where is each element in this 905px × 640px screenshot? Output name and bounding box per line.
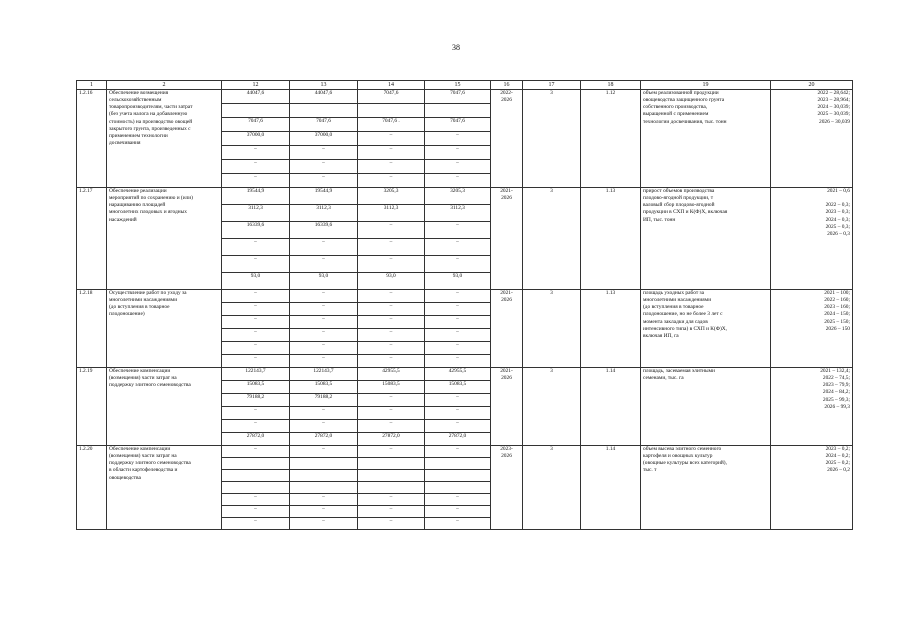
header-cell: 17 xyxy=(523,81,581,90)
funding-value: – xyxy=(358,518,425,530)
indicator-values: 2021 – 132,4; 2022 – 74,5; 2023 – 79,9; 2024 – 84,2; 2025 – 99,3; 2026 – 99,3 xyxy=(771,368,853,446)
funding-value: 3205,3 xyxy=(358,188,425,205)
funding-value: 3205,3 xyxy=(425,188,491,205)
funding-value xyxy=(358,458,425,470)
funding-value: 7047,6 xyxy=(425,90,491,104)
funding-value: – xyxy=(290,256,358,273)
funding-value xyxy=(222,458,290,470)
funding-value: – xyxy=(425,132,491,146)
funding-value: – xyxy=(290,329,358,342)
table-row xyxy=(77,290,853,303)
funding-value: – xyxy=(358,256,425,273)
column-17-value: 3 xyxy=(523,90,581,188)
header-cell: 1 xyxy=(77,81,107,90)
period-years: 2021- 2026 xyxy=(491,368,523,446)
funding-value: – xyxy=(425,290,491,303)
period-years: 2021- 2026 xyxy=(491,188,523,290)
funding-value: 7047,6 . xyxy=(358,118,425,132)
funding-value: – xyxy=(222,355,290,368)
header-cell: 19 xyxy=(641,81,771,90)
funding-value: – xyxy=(425,303,491,316)
measure-name: Обеспечение компенсации (возмещения) части затрат на поддержку элитного семеноводства xyxy=(107,368,222,446)
header-cell: 20 xyxy=(771,81,853,90)
funding-value: – xyxy=(358,303,425,316)
funding-value: – xyxy=(425,407,491,420)
funding-value xyxy=(290,482,358,494)
funding-value: – xyxy=(222,506,290,518)
funding-value: 37000,0 xyxy=(290,132,358,146)
funding-value: – xyxy=(290,342,358,355)
funding-value: – xyxy=(425,329,491,342)
funding-value: – xyxy=(222,329,290,342)
funding-value: – xyxy=(425,239,491,256)
indicator-number: 1.14 xyxy=(581,446,641,530)
indicator-description: объем реализованной продукции овощеводства защищенного грунта собственного производства, выращенной с применением технологии досвечивания, тыс. тонн xyxy=(641,90,771,188)
indicator-values: 2021 – 100; 2022 – 160; 2023 – 160; 2024 – 150; 2025 – 150; 2026 – 150 xyxy=(771,290,853,368)
funding-value: – xyxy=(358,420,425,433)
funding-value: – xyxy=(358,160,425,174)
indicator-description: площадь уходных работ за многолетними насаждениями (до вступления в товарное плодоношение, но не более 3 лет с момента закладки для садов интенсивного типа) в СХП и К(Ф)Х, включая ИП, га xyxy=(641,290,771,368)
funding-value: 7047,6 xyxy=(222,118,290,132)
funding-value: 15083,5 xyxy=(222,381,290,394)
funding-value: – xyxy=(425,222,491,239)
funding-value: – xyxy=(222,303,290,316)
funding-value: – xyxy=(425,506,491,518)
funding-value xyxy=(425,482,491,494)
indicator-description: объем высева элитного семенного картофеля и овощных культур (овощные культуры всех категорий), тыс. т xyxy=(641,446,771,530)
page-number: 38 xyxy=(452,43,460,52)
measure-name: Обеспечение компенсации (возмещения) части затрат на поддержку элитного семеноводства в области картофелеводства и овощеводства xyxy=(107,446,222,530)
funding-value: – xyxy=(425,446,491,458)
funding-value: – xyxy=(358,446,425,458)
funding-value: – xyxy=(358,132,425,146)
period-years: 2022- 2026 xyxy=(491,90,523,188)
funding-value: – xyxy=(222,446,290,458)
funding-value: – xyxy=(358,394,425,407)
measure-code: 1.2.16 xyxy=(77,90,107,188)
funding-value: – xyxy=(290,420,358,433)
table-row xyxy=(77,446,853,458)
funding-value xyxy=(425,458,491,470)
funding-value: 7047,6 xyxy=(358,90,425,104)
funding-value xyxy=(290,458,358,470)
funding-value: – xyxy=(222,146,290,160)
funding-value: – xyxy=(425,316,491,329)
funding-value: – xyxy=(358,239,425,256)
funding-value: 3112,3 xyxy=(425,205,491,222)
funding-value: – xyxy=(290,355,358,368)
funding-value: – xyxy=(358,342,425,355)
funding-value: 44047,6 xyxy=(290,90,358,104)
table-row xyxy=(77,90,853,104)
funding-value: 27872,0 xyxy=(358,433,425,446)
funding-value: – xyxy=(222,518,290,530)
column-17-value: 3 xyxy=(523,446,581,530)
funding-value: 15083,5 xyxy=(425,381,491,394)
funding-value: 3112,3 xyxy=(222,205,290,222)
funding-value: 27872,0 xyxy=(222,433,290,446)
funding-value xyxy=(425,470,491,482)
funding-value: 42955,5 xyxy=(358,368,425,381)
funding-value: – xyxy=(290,407,358,420)
indicator-description: площадь, засеваемая элитными семенами, тыс. га xyxy=(641,368,771,446)
header-cell: 15 xyxy=(425,81,491,90)
measure-name: Обеспечение реализации мероприятий по сохранению и (или) наращиванию площадей многолетних плодовых и ягодных насаждений xyxy=(107,188,222,290)
funding-value xyxy=(425,104,491,118)
funding-value: – xyxy=(425,494,491,506)
funding-value: – xyxy=(425,342,491,355)
table-row xyxy=(77,368,853,381)
indicator-number: 1.13 xyxy=(581,188,641,290)
funding-value: 79188,2 xyxy=(290,394,358,407)
funding-value: – xyxy=(425,394,491,407)
funding-value: 93,0 xyxy=(222,273,290,290)
funding-value: – xyxy=(222,316,290,329)
funding-value: – xyxy=(425,256,491,273)
funding-value: 27872,0 xyxy=(425,433,491,446)
funding-value: – xyxy=(290,518,358,530)
indicator-number: 1.13 xyxy=(581,290,641,368)
funding-value: – xyxy=(290,494,358,506)
measure-code: 1.2.19 xyxy=(77,368,107,446)
funding-value: – xyxy=(358,174,425,188)
funding-value xyxy=(290,104,358,118)
funding-value: 42955,5 xyxy=(425,368,491,381)
funding-value: – xyxy=(290,316,358,329)
indicator-description: прирост объемов производства плодово-ягодной продукции, т валовый сбор плодово-ягодной продукции в СХП и К(Ф)Х, включая ИП, тыс. тонн xyxy=(641,188,771,290)
funding-value: – xyxy=(222,239,290,256)
column-17-value: 3 xyxy=(523,368,581,446)
funding-value xyxy=(222,470,290,482)
funding-value: 44047,6 xyxy=(222,90,290,104)
funding-value: – xyxy=(358,316,425,329)
funding-value: – xyxy=(290,446,358,458)
funding-value: 93,0 xyxy=(425,273,491,290)
funding-value: 16339,6 xyxy=(290,222,358,239)
header-cell: 14 xyxy=(358,81,425,90)
funding-value: 3112,3 xyxy=(358,205,425,222)
header-row xyxy=(77,81,853,90)
funding-value: 79188,2 xyxy=(222,394,290,407)
funding-value: – xyxy=(222,290,290,303)
measure-name: Осуществление работ по уходу за многолетними насаждениями (до вступления в товарное плодоношение) xyxy=(107,290,222,368)
funding-value xyxy=(290,470,358,482)
measure-code: 1.2.17 xyxy=(77,188,107,290)
indicator-values: 2021 – 0,6 2022 – 0,3; 2023 – 0,3; 2024 – 0,3; 2025 – 0,3; 2026 – 0,3 xyxy=(771,188,853,290)
funding-value: 93,0 xyxy=(290,273,358,290)
funding-value: – xyxy=(358,506,425,518)
funding-value: – xyxy=(358,290,425,303)
funding-value: 16339,6 xyxy=(222,222,290,239)
funding-value: – xyxy=(222,342,290,355)
measure-code: 1.2.18 xyxy=(77,290,107,368)
column-17-value: 3 xyxy=(523,290,581,368)
funding-value xyxy=(222,482,290,494)
column-17-value: 3 xyxy=(523,188,581,290)
funding-value: – xyxy=(290,146,358,160)
funding-value: 122143,7 xyxy=(222,368,290,381)
funding-value: 122143,7 xyxy=(290,368,358,381)
funding-value: – xyxy=(425,160,491,174)
funding-value: 3112,3 xyxy=(290,205,358,222)
header-cell: 18 xyxy=(581,81,641,90)
funding-value: – xyxy=(358,407,425,420)
funding-value: – xyxy=(222,494,290,506)
funding-value: 27872,0 xyxy=(290,433,358,446)
funding-value: 15083,5 xyxy=(358,381,425,394)
funding-value xyxy=(358,470,425,482)
measure-code: 1.2.20 xyxy=(77,446,107,530)
funding-value: – xyxy=(222,160,290,174)
funding-value xyxy=(358,104,425,118)
funding-value: – xyxy=(290,303,358,316)
funding-value: 19544,9 xyxy=(222,188,290,205)
funding-value: – xyxy=(222,420,290,433)
funding-value: 37000,0 xyxy=(222,132,290,146)
indicator-values: 2023 – 0,2; 2024 – 0,2; 2025 – 0,2; 2026 – 0,2 xyxy=(771,446,853,530)
funding-value: 19544,9 xyxy=(290,188,358,205)
funding-value: – xyxy=(290,239,358,256)
funding-value: – xyxy=(222,174,290,188)
funding-value: 93,0 xyxy=(358,273,425,290)
funding-value xyxy=(358,482,425,494)
header-cell: 13 xyxy=(290,81,358,90)
indicator-number: 1.14 xyxy=(581,368,641,446)
funding-value: 7047,6 xyxy=(290,118,358,132)
funding-value: – xyxy=(358,355,425,368)
funding-value: – xyxy=(425,420,491,433)
funding-value: – xyxy=(358,329,425,342)
funding-value: – xyxy=(358,146,425,160)
funding-value xyxy=(222,104,290,118)
funding-value: – xyxy=(425,174,491,188)
table-row xyxy=(77,188,853,205)
period-years: 2023- 2026 xyxy=(491,446,523,530)
funding-value: – xyxy=(358,494,425,506)
funding-value: – xyxy=(290,290,358,303)
funding-value: – xyxy=(222,407,290,420)
indicator-values: 2022 – 28,642; 2023 – 28,964; 2024 – 30,039; 2025 – 30,039; 2026 – 30,039 xyxy=(771,90,853,188)
funding-value: – xyxy=(290,174,358,188)
funding-value: – xyxy=(290,506,358,518)
funding-value: – xyxy=(358,222,425,239)
header-cell: 12 xyxy=(222,81,290,90)
period-years: 2021- 2026 xyxy=(491,290,523,368)
funding-value: 7047,6 xyxy=(425,118,491,132)
funding-value: – xyxy=(425,146,491,160)
program-measures-table xyxy=(76,80,853,530)
funding-value: 15083,5 xyxy=(290,381,358,394)
measure-name: Обеспечение возмещения сельскохозяйственным товаропроизводителям, части затрат (без учета налога на добавленную стоимость) на производство овощей закрытого грунта, произведенных с применением технологии досвечивания xyxy=(107,90,222,188)
header-cell: 2 xyxy=(107,81,222,90)
header-cell: 16 xyxy=(491,81,523,90)
indicator-number: 1.12 xyxy=(581,90,641,188)
funding-value: – xyxy=(222,256,290,273)
funding-value: – xyxy=(425,518,491,530)
funding-value: – xyxy=(425,355,491,368)
funding-value: – xyxy=(290,160,358,174)
